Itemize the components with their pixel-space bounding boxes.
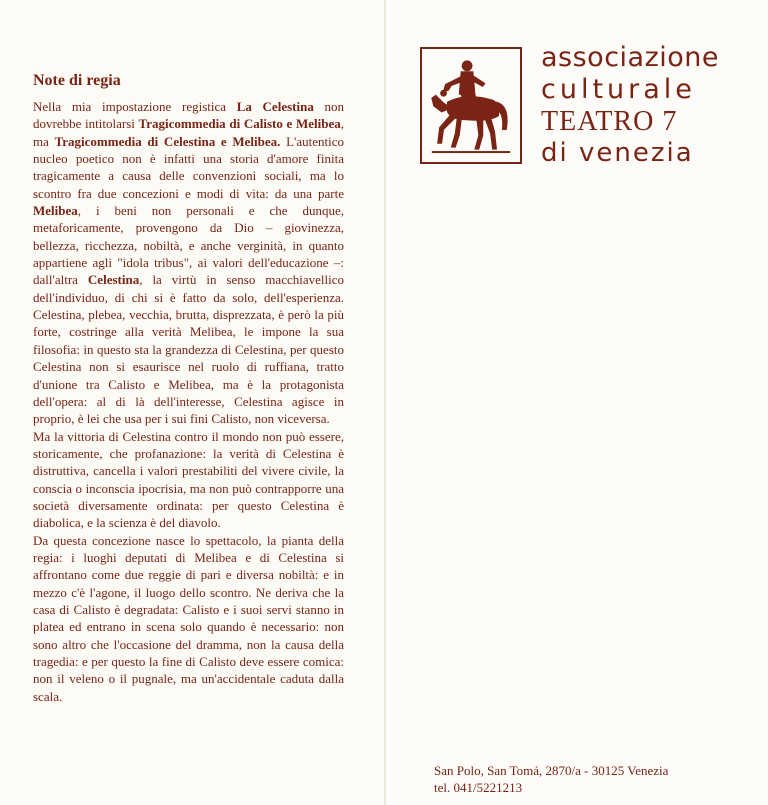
address-street: San Polo, San Tomá, 2870/a - 30125 Venezia	[434, 763, 669, 778]
text-run: , ma	[33, 116, 344, 149]
text-run: L'autentico nucleo poetico non è infatti una storia d'amore finita tragicamente a causa delle convenzioni sociali, ma lo scontro fra due concezioni e modi di vita: da una parte	[33, 133, 344, 201]
bold-run: Melibea	[33, 203, 78, 219]
horse-rider-emblem-icon	[420, 47, 522, 164]
text-run: non dovrebbe intitolarsi	[33, 99, 345, 132]
notes-paragraph-2: Ma la vittoria di Celestina contro il mondo non può essere, storicamente, che profanazione: la verità di Celestina è distruttiva, cancella i valori prestabiliti del vivere civile, la conscia o inconscia ipocrisia, ma non può contrapporre una società diversamente ordinata: per questo Celestina è diabolica, e la scienza è del diavolo.	[33, 428, 344, 531]
bold-run: Celestina	[87, 272, 140, 288]
text-run: Nella mia impostazione registica	[33, 99, 237, 114]
notes-paragraph-1	[33, 98, 344, 428]
association-line-2: culturale	[541, 74, 696, 105]
bold-run: Tragicommedia di Calisto e Melibea	[138, 116, 341, 132]
text-run: , i beni non personali e che dunque, metaforicamente, provengono da Dio – giovinezza, bellezza, ricchezza, nobiltà, e anche verginità, in quanto appartiene agli "idola tribus", ai valori dell'educazione –: dall'altra	[33, 203, 344, 288]
address-block	[434, 762, 668, 796]
text-run: , la virtù in senso macchiavellico dell'individuo, di chi si è fatto da solo, dell'esperienza. Celestina, plebea, vecchia, brutta, disprezzata, è però la più forte, costringe alla verità Melibea, le impone la sua filosofia: in questo sta la grandezza di Celestina, per questo Celestina non si esaurisce nel ruolo di ruffiana, tratto d'unione tra Calisto e Melibea, ma è la protagonista dell'opera: al di là dell'interesse, Celestina agisce in proprio, è lei che usa per i sui fini Calisto, non viceversa.	[33, 272, 344, 427]
bold-run: Tragicommedia di Celestina e Melibea.	[54, 133, 281, 149]
association-line-1: associazione	[541, 42, 720, 73]
bold-run: La Celestina	[236, 99, 314, 114]
address-phone: tel. 041/5221213	[434, 780, 523, 795]
association-line-4: di venezia	[541, 138, 694, 168]
director-notes	[33, 72, 344, 705]
notes-title: Note di regia	[33, 72, 121, 89]
notes-paragraph-3: Da questa concezione nasce lo spettacolo, la pianta della regia: i luoghi deputati di Melibea e di Celestina si affrontano come due reggie di pari e diversa nobiltà: e in mezzo c'è l'agone, il luogo dello scontro. Ne deriva che la casa di Calisto è degradata: Calisto e i suoi servi stanno in platea ed entrano in scena solo quando è necessario: non sono altro che l'occasione del dramma, non la causa della tragedia: e per questo la fine di Calisto deve essere comica: non il veleno o il pugnale, ma un'accidentale caduta dalla scala.	[33, 532, 344, 704]
association-name	[541, 44, 719, 172]
association-line-3: TEATRO 7	[541, 106, 678, 137]
